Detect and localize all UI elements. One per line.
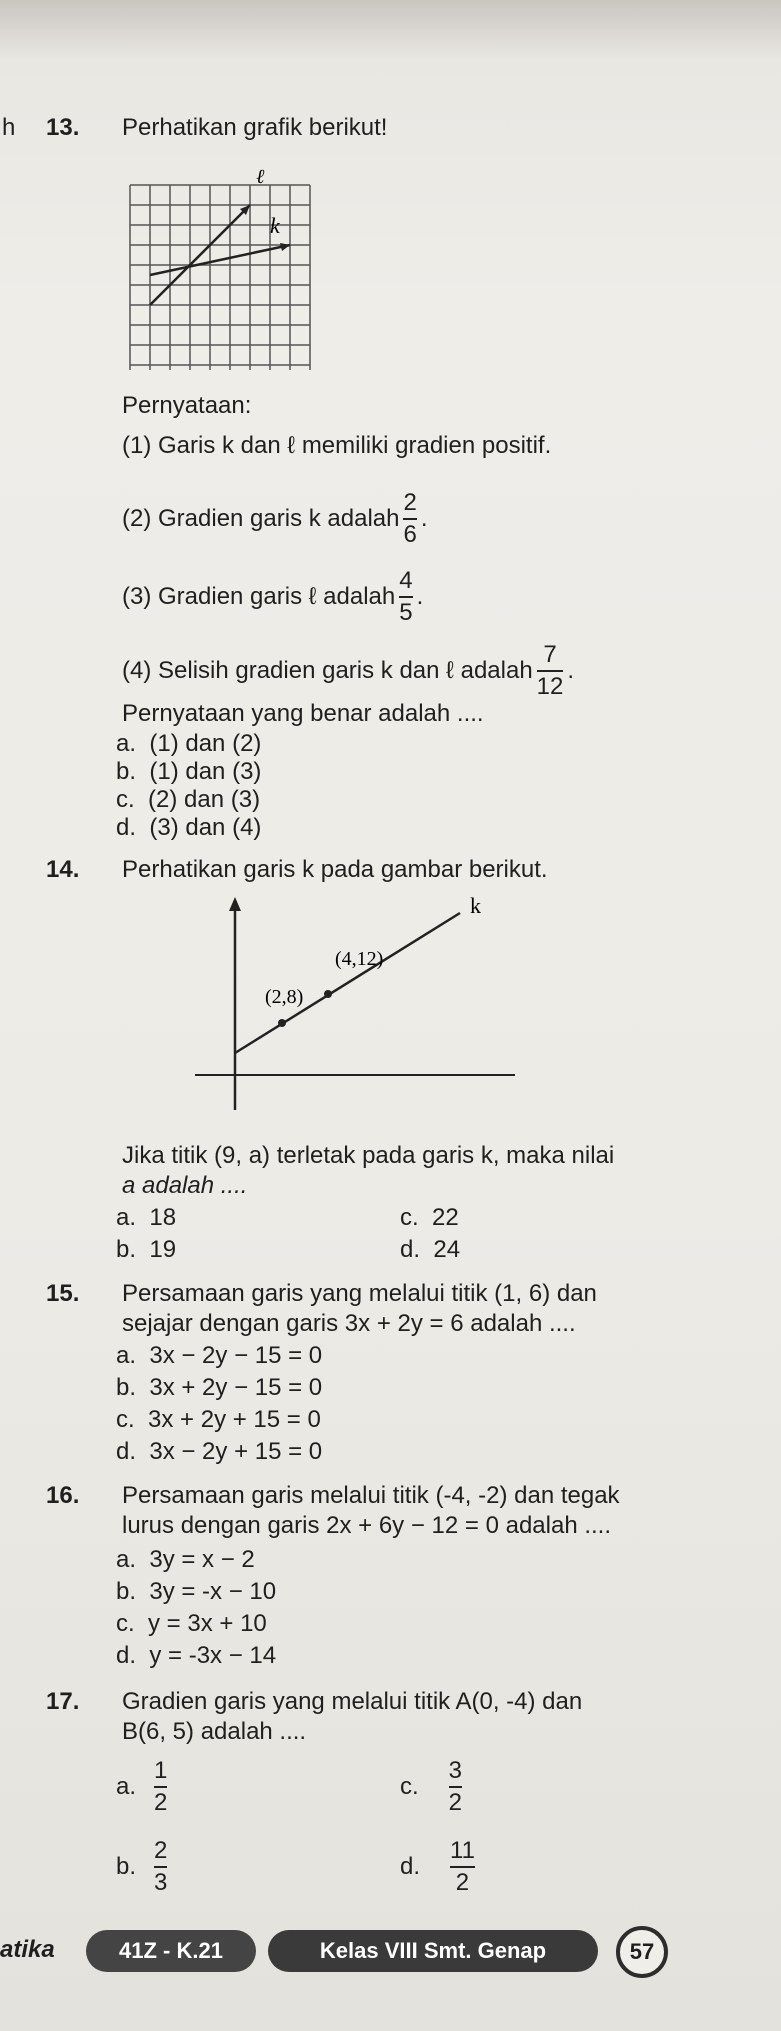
q13-s4-num: 7 xyxy=(543,641,557,668)
q17-line2: B(6, 5) adalah .... xyxy=(122,1718,307,1745)
up-arrow-icon xyxy=(229,897,241,911)
q13-number: 13. xyxy=(46,114,80,141)
q13-s3-den: 5 xyxy=(399,599,413,626)
q17-number: 17. xyxy=(46,1688,80,1715)
q17-b-fraction: $\frac{2}{3}$ xyxy=(154,1837,168,1896)
q13-statement-1: (1) Garis k dan ℓ memiliki gradien positif. xyxy=(122,432,552,459)
q16-option-a[interactable]: a. 3y = x − 2 xyxy=(116,1546,255,1573)
q13-line-k xyxy=(150,245,290,275)
q17-c-fraction: $\frac{3}{2}$ xyxy=(448,1757,463,1816)
q17-option-c[interactable] xyxy=(400,1756,466,1818)
q13-s3-num: 4 xyxy=(399,567,413,594)
q17-line1: Gradien garis yang melalui titik A(0, -4) dan xyxy=(122,1688,583,1715)
q14-point-2-8 xyxy=(278,1019,286,1027)
q13-statement-4: (4) Selisih gradien garis k dan ℓ adalah $\frac{7}{12}$ . xyxy=(122,641,575,700)
q14-option-d[interactable]: d. 24 xyxy=(400,1236,461,1263)
q17-b-letter: b. xyxy=(116,1853,137,1880)
q13-s4-fraction xyxy=(537,640,564,702)
q16-option-c[interactable]: c. y = 3x + 10 xyxy=(116,1610,267,1637)
q17-d-fraction: $\frac{11}{2}$ xyxy=(450,1837,475,1896)
q13-option-a[interactable]: a. (1) dan (2) xyxy=(116,730,262,757)
q13-s2-den: 6 xyxy=(403,521,417,548)
q14-option-c[interactable]: c. 22 xyxy=(400,1204,459,1231)
q16-option-d[interactable]: d. y = -3x − 14 xyxy=(116,1642,277,1669)
q15-number: 15. xyxy=(46,1280,80,1307)
q13-option-d[interactable]: d. (3) dan (4) xyxy=(116,814,262,841)
q13-s2-num: 2 xyxy=(403,489,417,516)
q14-label-p1: (4,12) xyxy=(335,948,384,970)
q15-line2: sejajar dengan garis 3x + 2y = 6 adalah .... xyxy=(122,1310,576,1337)
q13-s3-fraction xyxy=(399,566,412,628)
q14-option-b[interactable]: b. 19 xyxy=(116,1236,177,1263)
q13-s2-fraction xyxy=(403,488,416,550)
q15-line1: Persamaan garis yang melalui titik (1, 6) dan xyxy=(122,1280,597,1307)
q14-line-k xyxy=(235,913,460,1053)
q17-d-letter: d. xyxy=(400,1853,421,1880)
footer-code-badge: 41Z - K.21 xyxy=(86,1930,256,1972)
q13-s2-text: (2) Gradien garis k adalah xyxy=(122,505,400,532)
q14-line1: Jika titik (9, a) terletak pada garis k, maka nilai xyxy=(122,1142,615,1169)
q17-a-fraction: $\frac{1}{2}$ xyxy=(154,1757,168,1816)
page-number: 57 xyxy=(616,1926,668,1978)
q13-s4-den: 12 xyxy=(536,673,564,700)
q13-s3-text: (3) Gradien garis ℓ adalah xyxy=(122,583,396,610)
q17-a-letter: a. xyxy=(116,1773,137,1800)
q14-line2: a adalah .... xyxy=(122,1172,248,1199)
q13-label-ell: ℓ xyxy=(256,166,265,188)
q14-graph xyxy=(190,895,520,1120)
q13-statement-3: (3) Gradien garis ℓ adalah $\frac{4}{5}$ . xyxy=(122,567,424,626)
q13-option-c[interactable]: c. (2) dan (3) xyxy=(116,786,261,813)
q17-c-letter: c. xyxy=(400,1773,419,1800)
q13-s4-text: (4) Selisih gradien garis k dan ℓ adalah xyxy=(122,657,533,684)
q13-grid-graph xyxy=(120,165,320,380)
q13-line-ell xyxy=(150,205,250,305)
q13-label-k: k xyxy=(270,213,280,238)
q13-stem: Perhatikan grafik berikut! xyxy=(122,114,388,141)
footer-class-label: Kelas VIII Smt. Genap xyxy=(268,1930,598,1972)
q15-option-b[interactable]: b. 3x + 2y − 15 = 0 xyxy=(116,1374,323,1401)
q13-pernyataan-label: Pernyataan: xyxy=(122,392,252,419)
q13-statement-2: (2) Gradien garis k adalah $\frac{2}{6}$ . xyxy=(122,489,428,548)
q17-option-d[interactable] xyxy=(400,1836,479,1898)
margin-fragment: h xyxy=(2,114,16,141)
q14-stem: Perhatikan garis k pada gambar berikut. xyxy=(122,856,548,883)
q16-number: 16. xyxy=(46,1482,80,1509)
q16-option-b[interactable]: b. 3y = -x − 10 xyxy=(116,1578,277,1605)
q13-option-b[interactable]: b. (1) dan (3) xyxy=(116,758,262,785)
q17-option-a[interactable] xyxy=(116,1756,171,1818)
q15-option-d[interactable]: d. 3x − 2y + 15 = 0 xyxy=(116,1438,323,1465)
q16-line2: lurus dengan garis 2x + 6y − 12 = 0 adalah .... xyxy=(122,1512,611,1539)
q14-option-a[interactable]: a. 18 xyxy=(116,1204,177,1231)
q16-line1: Persamaan garis melalui titik (-4, -2) dan tegak xyxy=(122,1482,620,1509)
q14-point-4-12 xyxy=(324,990,332,998)
q15-option-a[interactable]: a. 3x − 2y − 15 = 0 xyxy=(116,1342,323,1369)
q15-option-c[interactable]: c. 3x + 2y + 15 = 0 xyxy=(116,1406,321,1433)
q14-label-k: k xyxy=(470,895,481,918)
q14-label-p2: (2,8) xyxy=(265,986,304,1008)
footer-left-text: atika xyxy=(0,1936,55,1963)
q14-number: 14. xyxy=(46,856,80,883)
q17-option-b[interactable] xyxy=(116,1836,171,1898)
q13-question: Pernyataan yang benar adalah .... xyxy=(122,700,484,727)
